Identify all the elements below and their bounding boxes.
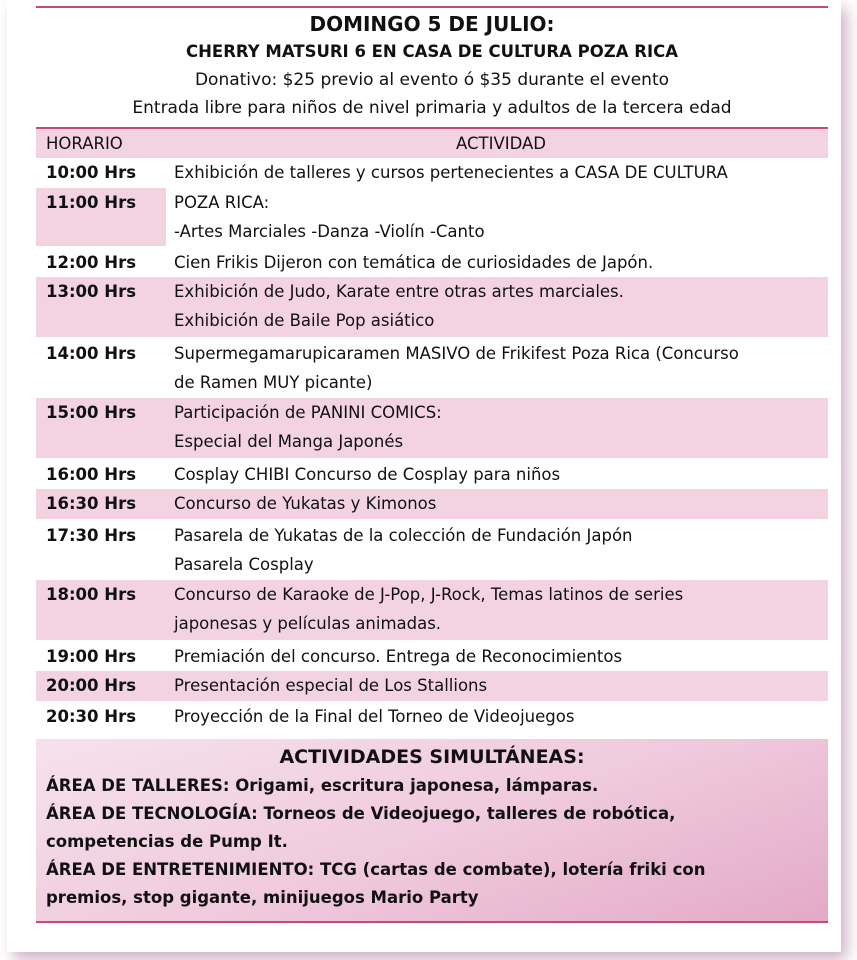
simultaneous-activities-box (36, 739, 828, 921)
table-header-row (36, 129, 828, 158)
simultaneous-line: premios, stop gigante, minijuegos Mario Party (46, 888, 479, 907)
time-cell: 17:30 Hrs (46, 526, 137, 545)
activity-cell: Cien Frikis Dijeron con temática de curiosidades de Japón. (174, 253, 654, 272)
simultaneous-line: ÁREA DE TECNOLOGÍA: Torneos de Videojuego, talleres de robótica, (46, 804, 676, 823)
poster-header (36, 8, 828, 122)
activity-cell: Exhibición de talleres y cursos pertenecientes a CASA DE CULTURA (174, 163, 728, 182)
table-row (36, 580, 828, 640)
activity-cell: Exhibición de Baile Pop asiático (174, 311, 435, 330)
time-cell: 16:30 Hrs (46, 494, 137, 513)
activity-cell: de Ramen MUY picante) (174, 373, 373, 392)
activity-cell: japonesas y películas animadas. (174, 614, 442, 633)
activity-cell: Proyección de la Final del Torneo de Videojuegos (174, 707, 575, 726)
simultaneous-line: competencias de Pump It. (46, 832, 288, 851)
table-row (36, 246, 828, 277)
table-row (36, 519, 828, 580)
time-cell: 20:30 Hrs (46, 707, 137, 726)
table-row (36, 671, 828, 701)
simultaneous-line: ÁREA DE TALLERES: Origami, escritura japonesa, lámparas. (46, 776, 599, 795)
schedule-table (36, 129, 828, 732)
event-subtitle: CHERRY MATSURI 6 EN CASA DE CULTURA POZA RICA (186, 42, 678, 61)
table-row (36, 398, 828, 458)
entry-text: Entrada libre para niños de nivel primaria y adultos de la tercera edad (132, 98, 732, 118)
table-row (36, 701, 828, 732)
table-row (36, 640, 828, 671)
time-cell: 16:00 Hrs (46, 465, 137, 484)
table-row (36, 458, 828, 489)
table-row (36, 489, 828, 519)
activity-cell: -Artes Marciales -Danza -Violín -Canto (174, 222, 485, 241)
simultaneous-title: ACTIVIDADES SIMULTÁNEAS: (279, 746, 585, 768)
donation-text: Donativo: $25 previo al evento ó $35 durante el evento (194, 70, 670, 90)
col-header-activity: ACTIVIDAD (455, 134, 547, 153)
activity-cell: Concurso de Karaoke de J-Pop, J-Rock, Temas latinos de series (174, 585, 684, 604)
activity-cell: Presentación especial de Los Stallions (174, 676, 488, 695)
activity-cell: Cosplay CHIBI Concurso de Cosplay para niños (174, 465, 561, 484)
activity-cell: Concurso de Yukatas y Kimonos (174, 494, 437, 513)
table-row (36, 277, 828, 337)
activity-cell: Exhibición de Judo, Karate entre otras artes marciales. (174, 282, 624, 301)
activity-cell: Pasarela Cosplay (174, 555, 314, 574)
time-cell: 18:00 Hrs (46, 585, 137, 604)
activity-cell: Premiación del concurso. Entrega de Reconocimientos (174, 647, 623, 666)
activity-cell: Especial del Manga Japonés (174, 432, 404, 451)
time-cell: 15:00 Hrs (46, 403, 137, 422)
simultaneous-line: ÁREA DE ENTRETENIMIENTO: TCG (cartas de combate), lotería friki con (46, 860, 706, 879)
time-cell: 13:00 Hrs (46, 282, 137, 301)
time-cell: 12:00 Hrs (46, 253, 137, 272)
table-row (36, 337, 828, 398)
time-cell: 19:00 Hrs (46, 647, 137, 666)
activity-cell: Pasarela de Yukatas de la colección de Fundación Japón (174, 526, 633, 545)
event-date-title: DOMINGO 5 DE JULIO: (309, 12, 555, 36)
time-cell: 14:00 Hrs (46, 344, 137, 363)
table-row (36, 188, 828, 246)
time-cell: 20:00 Hrs (46, 676, 137, 695)
bottom-divider (36, 921, 828, 923)
time-cell: 10:00 Hrs (46, 163, 137, 182)
activity-cell: Participación de PANINI COMICS: (174, 403, 442, 422)
activity-cell: Supermegamarupicaramen MASIVO de Frikifest Poza Rica (Concurso (174, 344, 739, 363)
activity-cell: POZA RICA: (174, 193, 270, 212)
col-header-time: HORARIO (46, 134, 123, 153)
time-cell: 11:00 Hrs (36, 188, 166, 246)
table-row (36, 158, 828, 188)
